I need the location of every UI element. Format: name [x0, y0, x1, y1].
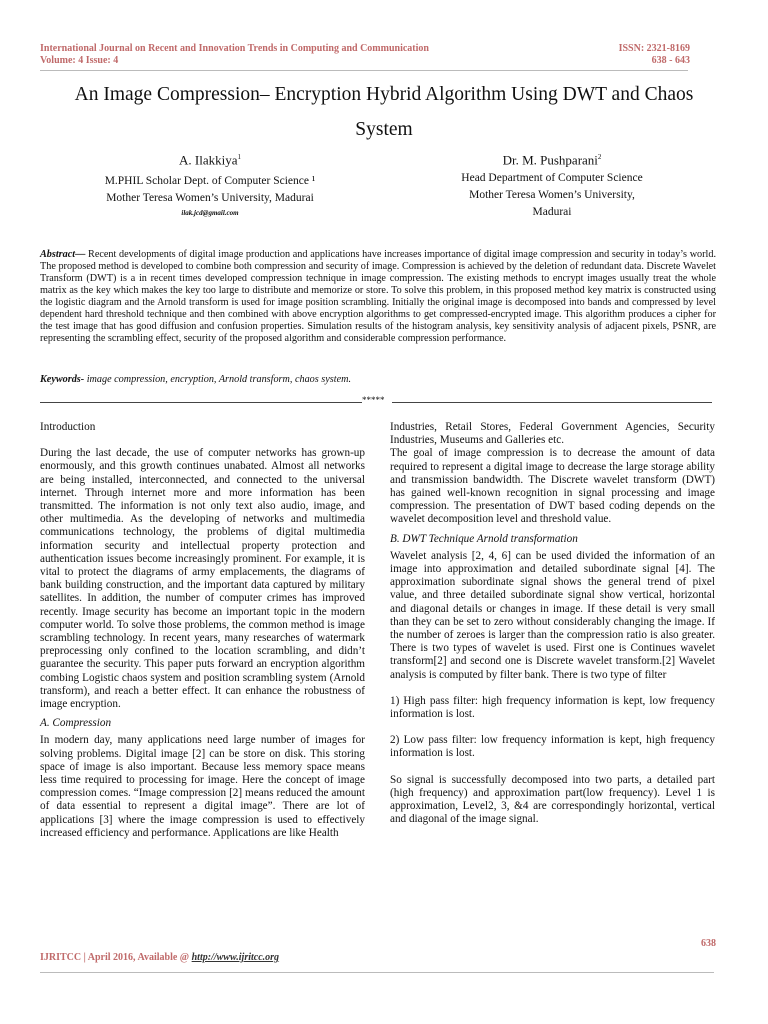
- keywords-label: Keywords-: [40, 374, 85, 385]
- keywords-text: image compression, encryption, Arnold transform, chaos system.: [86, 374, 351, 385]
- author-1-name: A. Ilakkiya$^1$: [179, 152, 241, 168]
- title-line-2: System: [355, 119, 413, 140]
- compression-paragraph: In modern day, many applications need large number of images for solving problems. Digital image [2] can be store on disk. This storing space of image is also important. Because less memory space means less time required to processing for image. Here the concept of image compression comes. “Image compression [2] means reduced the amount of data essential to represent a digital image”. There are lot of applications [3] where the image compression is used to effectively increased efficiency and performance. Applications are like Health: [40, 734, 365, 839]
- author-2-name: Dr. M. Pushparani$^2$: [502, 152, 602, 168]
- low-pass-filter-item: 2) Low pass filter: low frequency information is kept, high frequency information is lost.: [390, 734, 715, 760]
- page-number: 638: [701, 938, 716, 949]
- author-1-email[interactable]: ilak.jcd@gmail.com: [181, 209, 239, 218]
- footer-rule: [40, 972, 714, 973]
- footer-link[interactable]: http://www.ijritcc.org: [191, 952, 280, 963]
- author-2-city: Madurai: [532, 206, 572, 219]
- footer-citation: [40, 952, 279, 963]
- page-range: 638 - 643: [651, 55, 690, 66]
- keywords: [40, 374, 716, 386]
- title-line-1: An Image Compression– Encryption Hybrid Algorithm Using DWT and Chaos: [74, 84, 694, 105]
- abstract-label: Abstract: [40, 249, 76, 260]
- header-rule: [40, 70, 688, 71]
- author-2-position: Head Department of Computer Science: [461, 172, 643, 185]
- abstract-dash: —: [75, 249, 86, 260]
- wavelet-paragraph: Wavelet analysis [2, 4, 6] can be used divided the information of an image into approximation and detailed subordinate signal [4]. The approximation subordinate signal shows the general trend of pixel value, and three detailed subordinate signal show vertical, horizontal and diagonal details or changes in image. If these detail is very small than they can be set to zero without considerably changing the image. If the number of zeroes is larger than the compression ratio is also greater. There is two types of wavelet is used. First one is Continues wavelet transform[2] and second one is Discrete wavelet transform.[2] Wavelet analysis is computed by filter bank. There is two type of filter: [390, 549, 715, 681]
- introduction-paragraph: During the last decade, the use of computer networks has grown-up enormously, and this growth continues unabated. Almost all networks are being installed, interconnected, and connected to the universal internet. Through internet more and more information has been transmitted. The information is not only text also audio, image, and other multimedia. As the developing of networks and multimedia communications technology, the problems of digital multimedia information security and intellectual property protection and authentication issues become increasingly prominent. For example, it is vital to protect the diagrams of army emplacements, the diagrams of bank building construction, and the important data captured by military satellites. In addition, the number of computer crimes has improved recently. Image security has become an important topic in the modern computer world. To solve those problems, the common method is image scrambling technology. In recent years, many researches of watermark preprocessing only confined to the location scrambling, and didn’t guarantee the security. This paper puts forward an encryption algorithm combing Logistic chaos system and position scrambling system (Arnold transform), and reach a better effect. It can enhance the robustness of image encryption.: [40, 447, 365, 711]
- introduction-heading: Introduction: [40, 421, 96, 433]
- author-1-affiliation: M.PHIL Scholar Dept. of Computer Science ¹: [104, 175, 316, 188]
- author-1-university: Mother Teresa Women’s University, Madurai: [106, 192, 314, 205]
- author-2-block: [400, 149, 704, 221]
- issn: ISSN: 2321-8169: [618, 43, 690, 54]
- abstract-text: Recent developments of digital image production and applications have increases importance of digital image compression and security in today’s world. The proposed method is developed to combine both compression and security of image. Compression is achieved by the deletion of redundant data. Discrete Wavelet Transform (DWT) is a in recent times developed compression technique in image compression. The existing methods to encrypt images usually treat the whole matrix as the key which makes the key too large to distribute and memorize or store. To solve this problem, in this proposed method key matrix is constructed using the logistic diagram and the Arnold transform is used for image position scrambling. Initially the original image is decomposed into bands and compressed by level dependent hard threshold technique and then combined with above encryption algorithms to get compressed-encrypted image. This algorithm produces a cipher for the test image that has good diffusion and confusion properties. Simulation results of the histogram analysis, key sensitivity analysis of adjacent pixels, PSNR, are representing the scrambling effect, security of the proposed algorithm and considerable compression performance.: [40, 249, 717, 344]
- conclusion-paragraph: So signal is successfully decomposed into two parts, a detailed part (high frequency) and approximation part(low frequency). Level 1 is approximation, Level2, 3, &4 are correspondingly horizontal, vertical and diagonal of the image signal.: [390, 773, 715, 826]
- author-2-university: Mother Teresa Women’s University,: [469, 189, 635, 202]
- left-column: [40, 421, 365, 840]
- abstract: [40, 249, 716, 345]
- paper-title: [30, 77, 738, 147]
- divider-stars: *****: [362, 395, 385, 405]
- right-column: [390, 421, 715, 826]
- high-pass-filter-item: 1) High pass filter: high frequency information is kept, low frequency information is lost.: [390, 694, 715, 721]
- author-1-block: [60, 149, 360, 219]
- section-b-heading: B. DWT Technique Arnold transformation: [390, 532, 578, 545]
- volume-issue: Volume: 4 Issue: 4: [40, 55, 119, 66]
- footer-text: IJRITCC | April 2016, Available @: [40, 952, 192, 963]
- divider-left-rule: [40, 402, 362, 403]
- journal-name: International Journal on Recent and Innovation Trends in Computing and Communication: [40, 43, 429, 54]
- section-a-heading: A. Compression: [40, 717, 112, 730]
- goal-paragraph: The goal of image compression is to decrease the amount of data required to represent a digital image to decrease the large storage ability and transmission bandwidth. The Discrete wavelet transform (DWT) has gained well-known recognition in signal processing and image compression. The presentation of DWT based coding depends on the wavelet decomposition level and threshold value.: [390, 447, 715, 526]
- divider-right-rule: [392, 402, 712, 403]
- continuation-paragraph: Industries, Retail Stores, Federal Government Agencies, Security Industries, Museums and Galleries etc.: [390, 421, 715, 447]
